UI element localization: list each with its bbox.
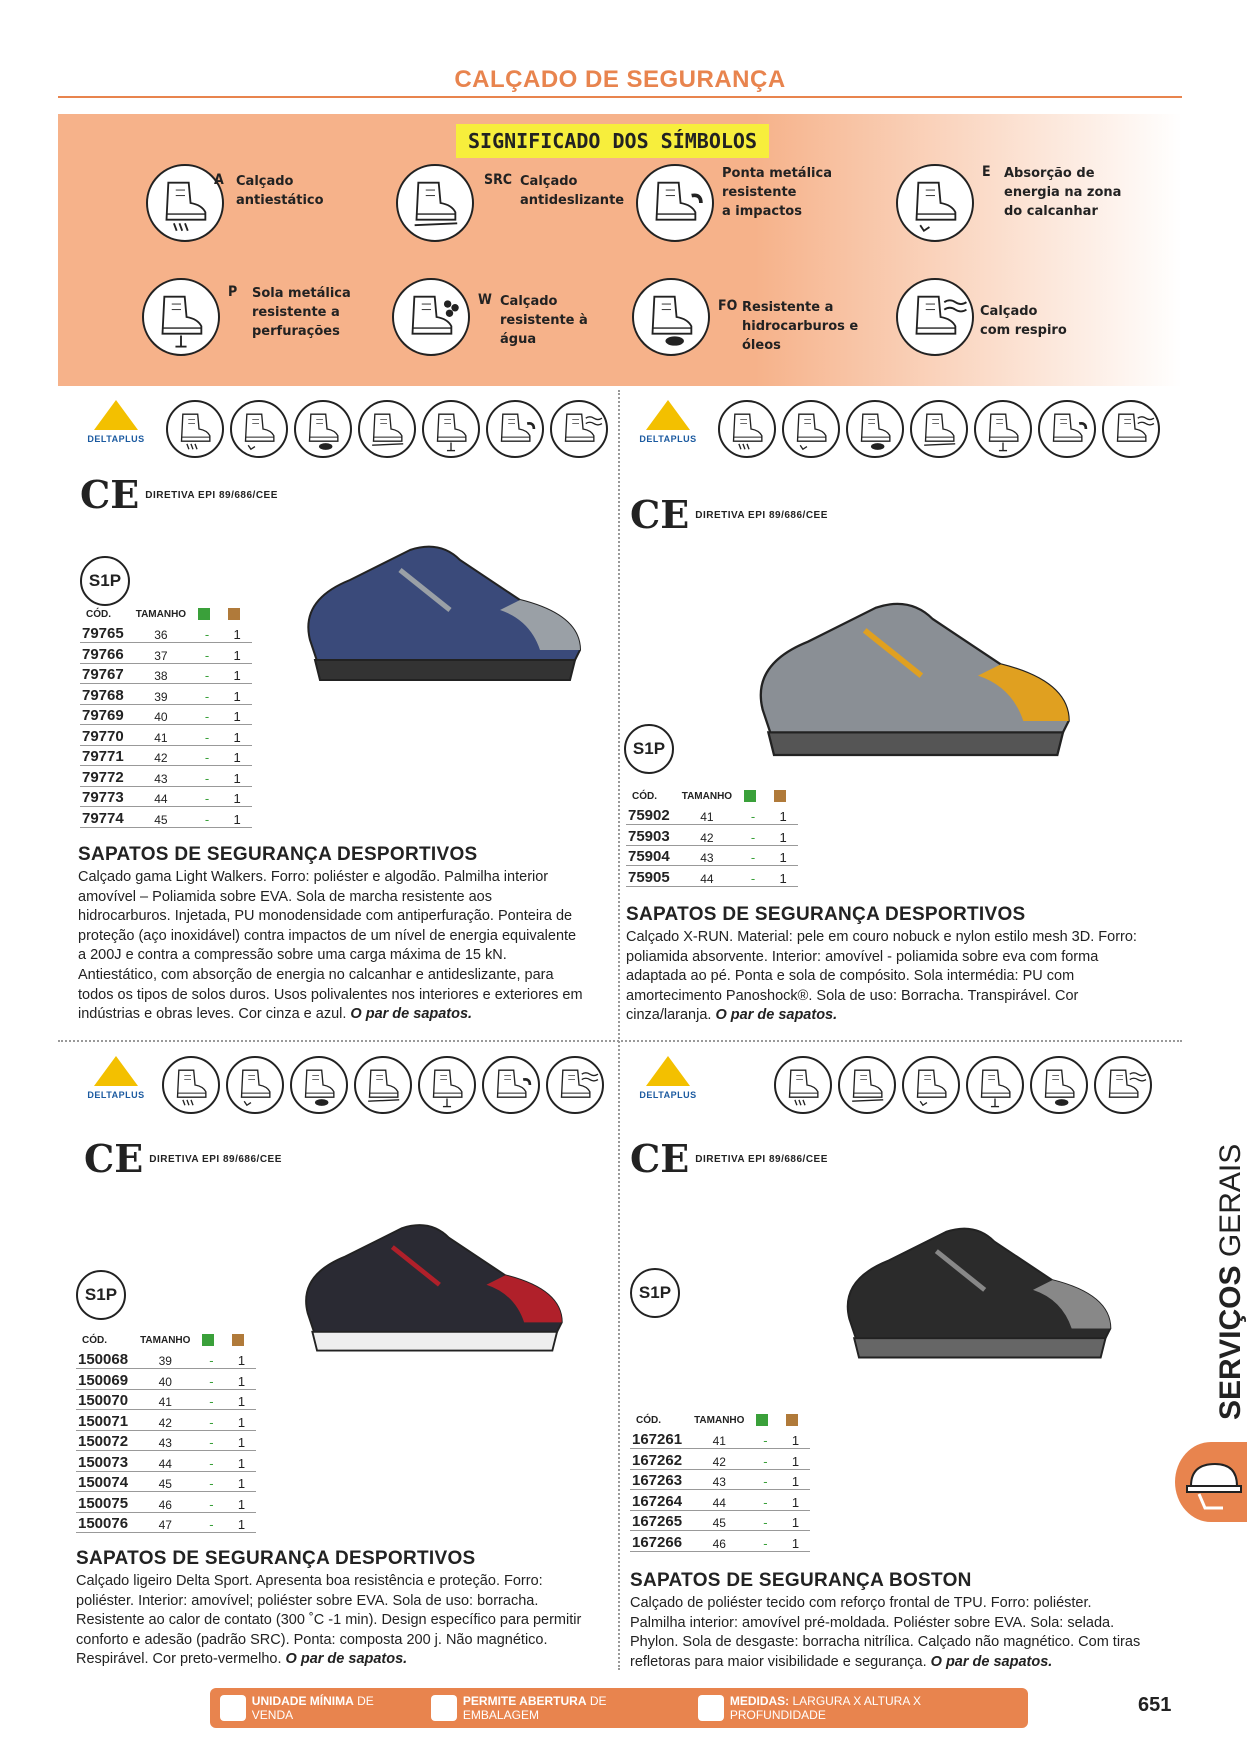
table-row bbox=[630, 1469, 810, 1490]
open-box-icon bbox=[756, 1414, 768, 1426]
product-code: 167261 bbox=[630, 1428, 688, 1449]
symbol-code: W bbox=[478, 292, 492, 308]
feature-icons bbox=[166, 400, 608, 458]
table-row bbox=[626, 866, 798, 887]
col-code: CÓD. bbox=[82, 1334, 107, 1346]
s1p-badge: S1P bbox=[80, 556, 130, 606]
product-size: 41 bbox=[130, 725, 192, 746]
deltaplus-triangle-icon bbox=[646, 1056, 690, 1086]
symbol-description: Resistente a hidrocarburos e óleos bbox=[742, 300, 859, 353]
price-unit: O par de sapatos. bbox=[350, 1006, 473, 1023]
open-pack-value: - bbox=[192, 786, 222, 807]
product-code: 167266 bbox=[630, 1531, 688, 1552]
product-size: 41 bbox=[688, 1428, 750, 1449]
deltaplus-logo bbox=[632, 1056, 704, 1112]
price-unit: O par de sapatos. bbox=[930, 1653, 1053, 1670]
min-unit-value: 1 bbox=[780, 1428, 810, 1449]
puncture-sole-icon bbox=[418, 1056, 476, 1114]
open-pack-value: - bbox=[196, 1430, 226, 1451]
table-row bbox=[80, 643, 252, 664]
open-pack-value: - bbox=[750, 1428, 780, 1449]
product-code: 79769 bbox=[80, 704, 130, 725]
open-pack-value: - bbox=[738, 804, 768, 825]
open-pack-value: - bbox=[192, 622, 222, 643]
product-size: 45 bbox=[130, 807, 192, 828]
ce-mark: CE bbox=[630, 1136, 690, 1181]
oil-resistant-icon bbox=[632, 278, 710, 356]
shoe-image bbox=[830, 1190, 1120, 1380]
product-size: 43 bbox=[676, 845, 738, 866]
oil-resistant-icon bbox=[294, 400, 352, 458]
open-pack-value: - bbox=[750, 1449, 780, 1470]
min-unit-value: 1 bbox=[226, 1492, 256, 1513]
col-min-unit bbox=[768, 790, 798, 804]
table-row bbox=[76, 1512, 256, 1533]
antistatic-icon bbox=[774, 1056, 832, 1114]
toe-cap-icon bbox=[1038, 400, 1096, 458]
open-pack-value: - bbox=[196, 1389, 226, 1410]
product-code: 150069 bbox=[76, 1369, 134, 1390]
product-code: 75902 bbox=[626, 804, 676, 825]
product-size: 45 bbox=[688, 1510, 750, 1531]
table-row bbox=[80, 684, 252, 705]
symbol-code: P bbox=[228, 284, 238, 300]
symbol-description: Sola metálica resistente a perfurações bbox=[252, 286, 351, 339]
box-icon bbox=[786, 1414, 798, 1426]
min-unit-value: 1 bbox=[222, 643, 252, 664]
dimensions-icon bbox=[698, 1695, 724, 1721]
feature-icons bbox=[162, 1056, 604, 1114]
product-code: 150074 bbox=[76, 1471, 134, 1492]
ce-mark: CE bbox=[80, 472, 140, 517]
min-unit-value: 1 bbox=[226, 1451, 256, 1472]
table-row bbox=[630, 1428, 810, 1449]
deltaplus-logo bbox=[80, 1056, 152, 1112]
symbol-code: FO bbox=[718, 298, 738, 314]
product-code: 150073 bbox=[76, 1451, 134, 1472]
product-code: 79765 bbox=[80, 622, 130, 643]
col-open-pack bbox=[192, 608, 222, 622]
product-code: 150072 bbox=[76, 1430, 134, 1451]
product-size: 44 bbox=[130, 786, 192, 807]
product-code: 150071 bbox=[76, 1410, 134, 1431]
product-description: Calçado ligeiro Delta Sport. Apresenta boa resistência e proteção. Forro: poliéster. Interior: amovível; poliéster sobre EVA. Sola de uso: borracha. Resistente ao calor de contato (300 ˚C -1 min). Design específico para permitir conforto e adesão (padrão SRC). Ponta: composta 200 j. Não magnético. Respirável. Cor preto-vermelho. O par de sapatos. bbox=[76, 1573, 582, 1668]
product-code: 79774 bbox=[80, 807, 130, 828]
legend-title: SIGNIFICADO DOS SÍMBOLOS bbox=[456, 124, 769, 158]
min-unit-value: 1 bbox=[222, 684, 252, 705]
ce-marking bbox=[84, 1136, 282, 1181]
open-pack-value: - bbox=[196, 1410, 226, 1431]
open-pack-value: - bbox=[196, 1471, 226, 1492]
open-box-icon bbox=[744, 790, 756, 802]
col-size: TAMANHO bbox=[694, 1414, 745, 1426]
table-row bbox=[630, 1531, 810, 1552]
box-icon bbox=[232, 1334, 244, 1346]
product-size: 40 bbox=[134, 1369, 196, 1390]
open-pack-value: - bbox=[738, 825, 768, 846]
product-table bbox=[80, 608, 252, 828]
open-pack-value: - bbox=[750, 1510, 780, 1531]
directive-label: DIRETIVA EPI 89/686/CEE bbox=[695, 1153, 828, 1165]
box-icon bbox=[220, 1695, 246, 1721]
min-unit-value: 1 bbox=[222, 807, 252, 828]
product-size: 43 bbox=[134, 1430, 196, 1451]
feature-icons bbox=[718, 400, 1160, 458]
breathable-icon bbox=[1102, 400, 1160, 458]
product-code: 79767 bbox=[80, 663, 130, 684]
table-row bbox=[76, 1389, 256, 1410]
ce-marking bbox=[80, 472, 278, 517]
table-row bbox=[80, 725, 252, 746]
min-unit-value: 1 bbox=[780, 1490, 810, 1511]
puncture-sole-icon bbox=[974, 400, 1032, 458]
product-size: 42 bbox=[130, 745, 192, 766]
footer-legend-bar bbox=[210, 1688, 1028, 1728]
table-row bbox=[80, 807, 252, 828]
product-code: 150076 bbox=[76, 1512, 134, 1533]
ce-marking bbox=[630, 1136, 828, 1181]
min-unit-value: 1 bbox=[780, 1510, 810, 1531]
open-pack-value: - bbox=[192, 684, 222, 705]
price-unit: O par de sapatos. bbox=[715, 1007, 838, 1024]
product-size: 40 bbox=[130, 704, 192, 725]
table-row bbox=[630, 1490, 810, 1511]
symbol-description: Absorção de energia na zona do calcanhar bbox=[1004, 166, 1122, 219]
min-unit-value: 1 bbox=[768, 866, 798, 887]
col-min-unit bbox=[222, 608, 252, 622]
energy-heel-icon bbox=[902, 1056, 960, 1114]
open-pack-value: - bbox=[738, 866, 768, 887]
product-code: 167262 bbox=[630, 1449, 688, 1470]
directive-label: DIRETIVA EPI 89/686/CEE bbox=[695, 509, 828, 521]
shoe-image bbox=[740, 570, 1080, 770]
symbol-description: Calçado antiestático bbox=[236, 174, 324, 208]
min-unit-value: 1 bbox=[768, 825, 798, 846]
col-min-unit bbox=[780, 1414, 810, 1428]
antistatic-icon bbox=[162, 1056, 220, 1114]
table-row bbox=[80, 622, 252, 643]
min-unit-value: 1 bbox=[780, 1469, 810, 1490]
min-unit-value: 1 bbox=[222, 725, 252, 746]
min-unit-value: 1 bbox=[780, 1449, 810, 1470]
brand-label: DELTAPLUS bbox=[87, 1090, 145, 1100]
open-pack-value: - bbox=[196, 1512, 226, 1533]
table-row bbox=[76, 1369, 256, 1390]
product-size: 44 bbox=[688, 1490, 750, 1511]
toe-cap-icon bbox=[636, 164, 714, 242]
deltaplus-triangle-icon bbox=[94, 400, 138, 430]
product-size: 43 bbox=[688, 1469, 750, 1490]
deltaplus-triangle-icon bbox=[94, 1056, 138, 1086]
col-code: CÓD. bbox=[636, 1414, 661, 1426]
energy-heel-icon bbox=[230, 400, 288, 458]
product-size: 37 bbox=[130, 643, 192, 664]
anti-slip-icon bbox=[838, 1056, 896, 1114]
s1p-badge: S1P bbox=[624, 724, 674, 774]
symbol-description: Calçado antideslizante bbox=[520, 174, 625, 208]
row-divider bbox=[58, 1040, 1182, 1042]
open-pack-value: - bbox=[192, 807, 222, 828]
min-unit-value: 1 bbox=[222, 663, 252, 684]
min-unit-value: 1 bbox=[226, 1430, 256, 1451]
puncture-sole-icon bbox=[422, 400, 480, 458]
box-icon bbox=[774, 790, 786, 802]
product-code: 79770 bbox=[80, 725, 130, 746]
table-row bbox=[76, 1451, 256, 1472]
product-size: 39 bbox=[130, 684, 192, 705]
product-description: Calçado de poliéster tecido com reforço frontal de TPU. Forro: poliéster. Palmilha interior: amovível pré-moldada. Poliéster sobre EVA. Sola: selada. Phylon. Sola de desgaste: borracha nitrílica. Calçado não magnético. Com tiras refletoras para maior visibilidade e segurança. O par de sapatos. bbox=[630, 1595, 1141, 1670]
directive-label: DIRETIVA EPI 89/686/CEE bbox=[145, 489, 278, 501]
product-code: 167263 bbox=[630, 1469, 688, 1490]
antistatic-icon bbox=[718, 400, 776, 458]
product-size: 42 bbox=[688, 1449, 750, 1470]
min-unit-value: 1 bbox=[222, 622, 252, 643]
table-row bbox=[76, 1492, 256, 1513]
product-code: 79772 bbox=[80, 766, 130, 787]
brand-label: DELTAPLUS bbox=[639, 434, 697, 444]
anti-slip-icon bbox=[396, 164, 474, 242]
s1p-badge: S1P bbox=[630, 1268, 680, 1318]
oil-resistant-icon bbox=[290, 1056, 348, 1114]
product-size: 41 bbox=[676, 804, 738, 825]
open-pack-value: - bbox=[192, 725, 222, 746]
product-code: 167264 bbox=[630, 1490, 688, 1511]
title-rule bbox=[58, 96, 1182, 98]
symbol-code: E bbox=[982, 164, 991, 180]
table-row bbox=[626, 804, 798, 825]
energy-heel-icon bbox=[226, 1056, 284, 1114]
product-code: 75905 bbox=[626, 866, 676, 887]
min-unit-value: 1 bbox=[768, 845, 798, 866]
product-size: 46 bbox=[134, 1492, 196, 1513]
product-size: 45 bbox=[134, 1471, 196, 1492]
breathable-icon bbox=[550, 400, 608, 458]
product-table bbox=[630, 1414, 810, 1552]
breathable-icon bbox=[896, 278, 974, 356]
open-pack-value: - bbox=[196, 1492, 226, 1513]
min-unit-value: 1 bbox=[780, 1531, 810, 1552]
product-description: Calçado gama Light Walkers. Forro: poliéster e algodão. Palmilha interior amovível – Poliamida sobre EVA. Sola de marcha resistente aos hidrocarburos. Injetada, PU monodensidade com antiperfuração. Ponteira de proteção (aço inoxidável) contra impactos de um nível de energia equivalente a 200J e contra a compressão sobre uma carga máxima de 15 kN. Antiestático, com absorção de energia no calcanhar e antideslizante, para todos os tipos de solos duros. Usos polivalentes nos interiores e exteriores em indústrias e obras leves. Cor cinza e azul. O par de sapatos. bbox=[78, 869, 583, 1023]
product-size: 41 bbox=[134, 1389, 196, 1410]
product-size: 44 bbox=[676, 866, 738, 887]
min-unit-value: 1 bbox=[768, 804, 798, 825]
min-unit-value: 1 bbox=[222, 766, 252, 787]
open-pack-value: - bbox=[196, 1369, 226, 1390]
puncture-sole-icon bbox=[966, 1056, 1024, 1114]
ce-mark: CE bbox=[630, 492, 690, 537]
open-pack-value: - bbox=[192, 745, 222, 766]
col-min-unit bbox=[226, 1334, 256, 1348]
brand-label: DELTAPLUS bbox=[87, 434, 145, 444]
symbol-description: Ponta metálica resistente a impactos bbox=[722, 166, 832, 219]
price-unit: O par de sapatos. bbox=[285, 1651, 408, 1668]
anti-slip-icon bbox=[358, 400, 416, 458]
col-open-pack bbox=[196, 1334, 226, 1348]
toe-cap-icon bbox=[482, 1056, 540, 1114]
section-side-label: SERVIÇOS GERAIS bbox=[1214, 1143, 1247, 1420]
deltaplus-logo bbox=[632, 400, 704, 456]
open-box-icon bbox=[431, 1695, 457, 1721]
table-row bbox=[80, 663, 252, 684]
min-unit-value: 1 bbox=[226, 1471, 256, 1492]
product-code: 79773 bbox=[80, 786, 130, 807]
product-size: 47 bbox=[134, 1512, 196, 1533]
open-pack-value: - bbox=[738, 845, 768, 866]
breathable-icon bbox=[1094, 1056, 1152, 1114]
product-code: 79771 bbox=[80, 745, 130, 766]
table-row bbox=[80, 766, 252, 787]
product-size: 42 bbox=[134, 1410, 196, 1431]
open-pack-value: - bbox=[196, 1348, 226, 1369]
product-code: 150075 bbox=[76, 1492, 134, 1513]
deltaplus-logo bbox=[80, 400, 152, 456]
antistatic-icon bbox=[146, 164, 224, 242]
s1p-badge: S1P bbox=[76, 1270, 126, 1320]
min-unit-value: 1 bbox=[226, 1369, 256, 1390]
table-row bbox=[76, 1430, 256, 1451]
toe-cap-icon bbox=[486, 400, 544, 458]
product-title: SAPATOS DE SEGURANÇA DESPORTIVOS bbox=[78, 844, 478, 865]
table-row bbox=[76, 1348, 256, 1369]
table-row bbox=[80, 704, 252, 725]
shoe-image bbox=[270, 1200, 590, 1360]
oil-resistant-icon bbox=[846, 400, 904, 458]
min-unit-value: 1 bbox=[226, 1410, 256, 1431]
page-title: CALÇADO DE SEGURANÇA bbox=[454, 66, 786, 93]
box-icon bbox=[228, 608, 240, 620]
min-unit-value: 1 bbox=[222, 786, 252, 807]
table-row bbox=[626, 825, 798, 846]
water-resistant-icon bbox=[392, 278, 470, 356]
product-size: 46 bbox=[688, 1531, 750, 1552]
open-box-icon bbox=[198, 608, 210, 620]
shoe-image bbox=[290, 520, 590, 690]
symbol-description: Calçado resistente à água bbox=[500, 294, 588, 347]
min-unit-value: 1 bbox=[222, 704, 252, 725]
product-description: Calçado X-RUN. Material: pele em couro nobuck e nylon estilo mesh 3D. Forro: poliamida absorvente. Interior: amovível - poliamida sobre eva com forma adaptada ao pé. Ponta e sola de compósito. Sola intermédia: PU com amortecimento Panoshock®. Sola de uso: Borracha. Transpirável. Cor cinza/laranja. O par de sapatos. bbox=[626, 929, 1137, 1024]
open-pack-value: - bbox=[192, 643, 222, 664]
col-size: TAMANHO bbox=[140, 1334, 191, 1346]
open-pack-value: - bbox=[192, 766, 222, 787]
open-pack-value: - bbox=[192, 663, 222, 684]
antistatic-icon bbox=[166, 400, 224, 458]
min-unit-value: 1 bbox=[226, 1348, 256, 1369]
min-unit-value: 1 bbox=[226, 1389, 256, 1410]
product-code: 75904 bbox=[626, 845, 676, 866]
min-unit-value: 1 bbox=[226, 1512, 256, 1533]
symbol-description: Calçado com respiro bbox=[980, 304, 1067, 338]
table-row bbox=[76, 1410, 256, 1431]
oil-resistant-icon bbox=[1030, 1056, 1088, 1114]
col-open-pack bbox=[738, 790, 768, 804]
table-row bbox=[80, 745, 252, 766]
product-code: 150068 bbox=[76, 1348, 134, 1369]
product-size: 44 bbox=[134, 1451, 196, 1472]
product-title: SAPATOS DE SEGURANÇA DESPORTIVOS bbox=[626, 904, 1026, 925]
product-title: SAPATOS DE SEGURANÇA DESPORTIVOS bbox=[76, 1548, 476, 1569]
page-number: 651 bbox=[1138, 1694, 1172, 1716]
min-unit-value: 1 bbox=[222, 745, 252, 766]
heel-energy-icon bbox=[896, 164, 974, 242]
product-size: 38 bbox=[130, 663, 192, 684]
product-table bbox=[76, 1334, 256, 1533]
brand-label: DELTAPLUS bbox=[639, 1090, 697, 1100]
table-row bbox=[630, 1449, 810, 1470]
product-code: 79766 bbox=[80, 643, 130, 664]
product-table bbox=[626, 790, 798, 887]
product-code: 150070 bbox=[76, 1389, 134, 1410]
product-title: SAPATOS DE SEGURANÇA BOSTON bbox=[630, 1570, 972, 1591]
deltaplus-triangle-icon bbox=[646, 400, 690, 430]
breathable-icon bbox=[546, 1056, 604, 1114]
product-size: 43 bbox=[130, 766, 192, 787]
open-pack-value: - bbox=[750, 1490, 780, 1511]
product-code: 75903 bbox=[626, 825, 676, 846]
anti-slip-icon bbox=[354, 1056, 412, 1114]
puncture-sole-icon bbox=[142, 278, 220, 356]
energy-heel-icon bbox=[782, 400, 840, 458]
anti-slip-icon bbox=[910, 400, 968, 458]
column-divider bbox=[618, 390, 620, 1670]
footer-item-dimensions: MEDIDAS: LARGURA X ALTURA X PROFUNDIDADE bbox=[698, 1694, 1018, 1722]
footer-item-min-unit: UNIDADE MÍNIMA DE VENDA bbox=[220, 1694, 417, 1722]
feature-icons bbox=[774, 1056, 1152, 1114]
symbol-code: SRC bbox=[484, 172, 513, 188]
product-code: 79768 bbox=[80, 684, 130, 705]
table-row bbox=[80, 786, 252, 807]
footer-item-open-pack: PERMITE ABERTURA DE EMBALAGEM bbox=[431, 1694, 684, 1722]
col-size: TAMANHO bbox=[681, 790, 733, 802]
col-open-pack bbox=[750, 1414, 780, 1428]
product-size: 39 bbox=[134, 1348, 196, 1369]
col-code: CÓD. bbox=[632, 790, 657, 802]
product-size: 42 bbox=[676, 825, 738, 846]
symbol-code: A bbox=[214, 172, 224, 188]
directive-label: DIRETIVA EPI 89/686/CEE bbox=[149, 1153, 282, 1165]
table-row bbox=[626, 845, 798, 866]
helmet-icon bbox=[1175, 1442, 1247, 1522]
col-size: TAMANHO bbox=[135, 608, 187, 620]
col-code: CÓD. bbox=[86, 608, 111, 620]
open-pack-value: - bbox=[750, 1531, 780, 1552]
table-row bbox=[76, 1471, 256, 1492]
product-code: 167265 bbox=[630, 1510, 688, 1531]
ce-marking bbox=[630, 492, 828, 537]
open-pack-value: - bbox=[196, 1451, 226, 1472]
open-pack-value: - bbox=[750, 1469, 780, 1490]
open-pack-value: - bbox=[192, 704, 222, 725]
ce-mark: CE bbox=[84, 1136, 144, 1181]
table-row bbox=[630, 1510, 810, 1531]
product-size: 36 bbox=[130, 622, 192, 643]
open-box-icon bbox=[202, 1334, 214, 1346]
